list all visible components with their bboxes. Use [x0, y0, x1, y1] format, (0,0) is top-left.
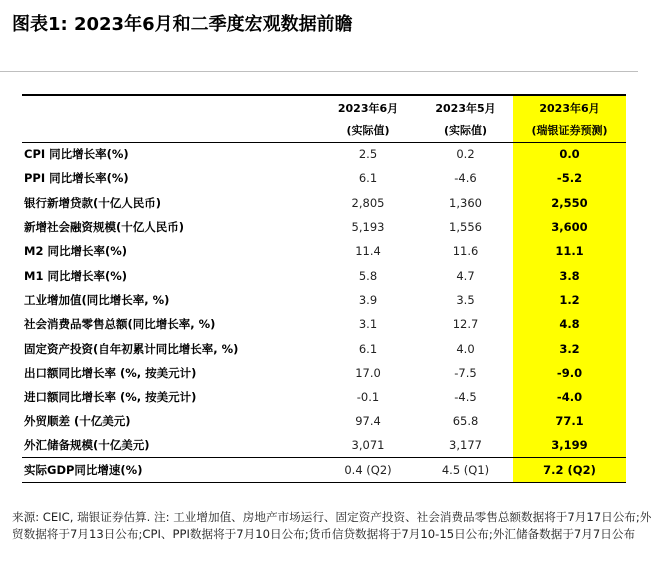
value-may-actual: 65.8 — [452, 414, 479, 429]
value-may-actual: -4.6 — [454, 171, 477, 186]
table-row — [22, 336, 626, 360]
value-jun-forecast: 3,600 — [513, 215, 626, 239]
header-label-blank-2 — [22, 119, 318, 142]
value-jun-forecast: -5.2 — [513, 166, 626, 190]
value-may-actual: -4.5 — [454, 390, 477, 405]
row-label: 新增社会融资规模(十亿人民币) — [24, 220, 185, 235]
value-may-actual: 11.6 — [452, 244, 479, 259]
value-jun-forecast: 0.0 — [513, 142, 626, 166]
page-title: 图表1: 2023年6月和二季度宏观数据前瞻 — [12, 14, 353, 35]
header-col2-line2: (实际值) — [418, 119, 513, 142]
value-may-actual: 4.5 (Q1) — [418, 458, 513, 482]
row-label: M1 同比增长率(%) — [24, 268, 127, 283]
row-label: 工业增加值(同比增长率, %) — [24, 292, 170, 307]
value-jun-forecast: 11.1 — [513, 239, 626, 263]
row-label: 社会消费品零售总额(同比增长率, %) — [24, 317, 216, 332]
value-jun-actual: 3.1 — [358, 317, 378, 332]
value-jun-actual: 2.5 — [358, 147, 378, 162]
value-jun-actual: -0.1 — [356, 390, 380, 405]
header-col3-line2: (瑞银证券预测) — [513, 119, 626, 142]
value-may-actual: 12.7 — [452, 317, 479, 332]
row-label: CPI 同比增长率(%) — [24, 147, 129, 162]
value-jun-forecast: 3.2 — [513, 336, 626, 360]
value-jun-actual: 97.4 — [355, 414, 381, 429]
row-label: 进口额同比增长率 (%, 按美元计) — [24, 390, 197, 405]
row-label: PPI 同比增长率(%) — [24, 171, 129, 186]
row-label: 外汇储备规模(十亿美元) — [24, 438, 150, 453]
row-label: 实际GDP同比增速(%) — [22, 458, 318, 482]
gdp-row — [22, 458, 626, 482]
table-row — [22, 239, 626, 263]
row-label: 外贸顺差 (十亿美元) — [24, 414, 131, 429]
value-may-actual: 3.5 — [456, 292, 475, 307]
row-label: 固定资产投资(自年初累计同比增长率, %) — [24, 341, 239, 356]
table-row — [22, 191, 626, 215]
table-row — [22, 361, 626, 385]
value-jun-actual: 17.0 — [355, 365, 381, 380]
value-jun-forecast: -9.0 — [513, 361, 626, 385]
header-col1-line2: (实际值) — [318, 119, 418, 142]
value-may-actual: 4.7 — [456, 268, 475, 283]
header-label-blank — [22, 96, 318, 119]
table-row — [22, 385, 626, 409]
value-may-actual: 4.0 — [456, 341, 475, 356]
macro-data-table — [22, 94, 626, 483]
value-jun-actual: 3,071 — [351, 438, 385, 453]
value-jun-actual: 0.4 (Q2) — [318, 458, 418, 482]
table-row — [22, 263, 626, 287]
value-jun-forecast: 3.8 — [513, 263, 626, 287]
value-jun-forecast: 7.2 (Q2) — [513, 458, 626, 482]
title-divider — [0, 71, 638, 72]
header-col2-line1: 2023年5月 — [435, 101, 496, 115]
table-row — [22, 288, 626, 312]
value-jun-forecast: -4.0 — [513, 385, 626, 409]
table-row — [22, 434, 626, 458]
value-jun-actual: 2,805 — [351, 195, 385, 210]
row-label: 出口额同比增长率 (%, 按美元计) — [24, 365, 197, 380]
header-col3-line1: 2023年6月 — [513, 96, 626, 119]
value-may-actual: 0.2 — [456, 147, 475, 162]
row-label: M2 同比增长率(%) — [24, 244, 127, 259]
table-row — [22, 166, 626, 190]
value-jun-actual: 5,193 — [351, 220, 385, 235]
value-jun-actual: 11.4 — [355, 244, 381, 259]
header-col1-line1: 2023年6月 — [337, 101, 399, 115]
table-row — [22, 142, 626, 166]
value-jun-forecast: 4.8 — [513, 312, 626, 336]
value-jun-forecast: 2,550 — [513, 191, 626, 215]
table-row — [22, 409, 626, 433]
value-jun-actual: 5.8 — [358, 268, 378, 283]
value-may-actual: 1,360 — [449, 195, 482, 210]
value-may-actual: -7.5 — [454, 365, 477, 380]
source-note: 来源: CEIC, 瑞银证券估算. 注: 工业增加值、房地产市场运行、固定资产投资、社会消费品零售总额数据将于7月17日公布;外贸数据将于7月13日公布;CPI、PPI数据将于7月10日公布;货币信贷数据将于7月10-15日公布;外汇储备数据于7月7日公布 — [12, 510, 652, 541]
value-jun-actual: 6.1 — [358, 171, 378, 186]
value-jun-forecast: 77.1 — [513, 409, 626, 433]
value-may-actual: 1,556 — [449, 220, 482, 235]
value-jun-forecast: 1.2 — [513, 288, 626, 312]
value-jun-actual: 6.1 — [358, 341, 378, 356]
value-jun-forecast: 3,199 — [513, 434, 626, 458]
table-row — [22, 312, 626, 336]
value-may-actual: 3,177 — [449, 438, 482, 453]
table-row — [22, 215, 626, 239]
value-jun-actual: 3.9 — [358, 292, 378, 307]
row-label: 银行新增贷款(十亿人民币) — [24, 195, 162, 210]
